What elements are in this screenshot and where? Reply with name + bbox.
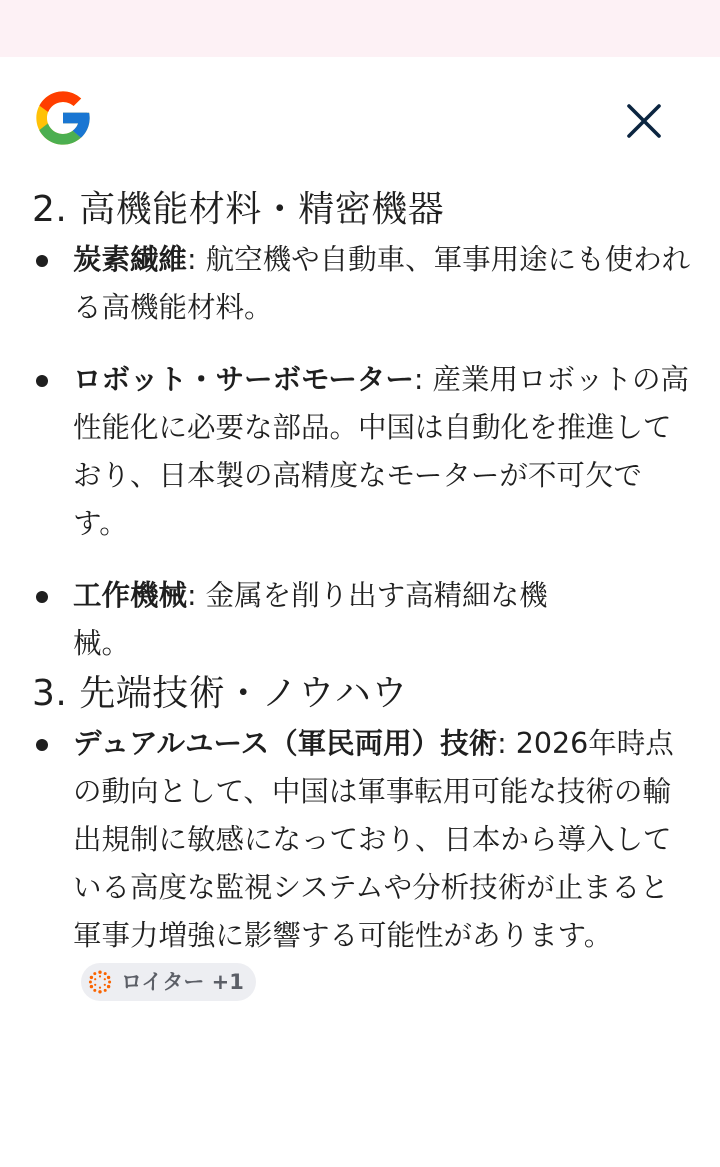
list-item-text: : 2026年時点の動向として、中国は軍事転用可能な技術の輸出規制に敏感になっており、日本から導入している高度な監視システムや分析技術が止まると軍事力増強に影響する可能性があります。	[73, 727, 674, 952]
list-item-term: 炭素繊維	[73, 243, 188, 276]
materials-list	[32, 236, 692, 668]
section-heading-technology: 3. 先端技術・ノウハウ	[32, 673, 408, 714]
close-icon	[627, 104, 661, 138]
section-heading-materials: 2. 高機能材料・精密機器	[32, 189, 445, 230]
list-item	[32, 572, 692, 668]
list-item-text: : 金属を削り出す高精細な機械。	[73, 579, 548, 660]
list-item	[32, 236, 692, 332]
technology-list	[32, 720, 692, 1008]
google-g-icon	[31, 86, 95, 150]
list-item-text: : 産業用ロボットの高性能化に必要な部品。中国は自動化を推進しており、日本製の高精度なモーターが不可欠です。	[73, 363, 690, 540]
citation-chip[interactable]	[81, 963, 256, 1001]
list-item-term: 工作機械	[73, 579, 188, 612]
list-item	[32, 356, 692, 548]
reuters-logo-icon	[87, 969, 113, 995]
list-item-text: : 航空機や自動車、軍事用途にも使われる高機能材料。	[73, 243, 691, 324]
list-item-term: ロボット・サーボモーター	[73, 363, 414, 396]
list-item	[32, 720, 692, 1008]
list-item-term: デュアルユース（軍民両用）技術	[73, 727, 498, 760]
citation-label: ロイター +1	[121, 970, 244, 994]
top-status-strip	[0, 0, 720, 57]
close-button[interactable]	[615, 92, 673, 150]
answer-content	[32, 184, 692, 1008]
